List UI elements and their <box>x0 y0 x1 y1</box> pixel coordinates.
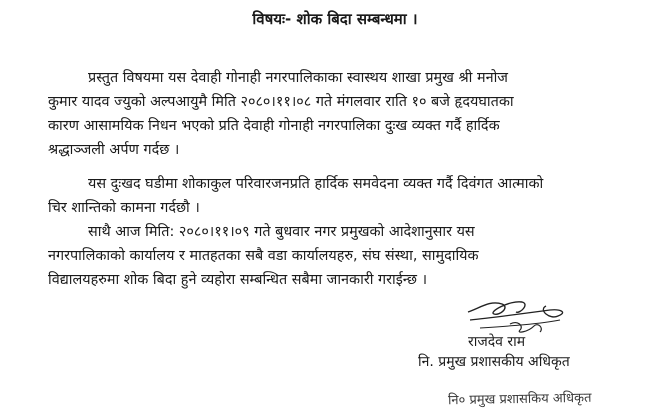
paragraph-line: यस दुःखद घडीमा शोकाकुल परिवारजनप्रति हार्दिक समवेदना व्यक्त गर्दै दिवंगत आत्माको <box>88 176 544 192</box>
signatory-name: राजदेव राम <box>468 334 526 350</box>
paragraph-line: साथै आज मिति: २०८०।११।०९ गते बुधवार नगर प्रमुखको आदेशानुसार यस <box>88 224 475 240</box>
paragraph-line: विद्यालयहरुमा शोक बिदा हुने व्यहोरा सम्बन्धित सबैमा जानकारी गराईन्छ । <box>48 272 428 288</box>
paragraph-line: चिर शान्तिको कामना गर्दछौ । <box>48 200 200 216</box>
paragraph-leave-notice <box>48 220 640 292</box>
subject-heading <box>0 8 670 30</box>
paragraph-line: कारण आसामयिक निधन भएको प्रति देवाही गोनाही नगरपालिका दुःख व्यक्त गर्दै हार्दिक <box>48 118 500 134</box>
signatory-title: नि. प्रमुख प्रशासकीय अधिकृत <box>418 354 570 370</box>
subject-text: विषयः- शोक बिदा सम्बन्धमा । <box>252 10 418 28</box>
paragraph-condolence <box>48 66 640 162</box>
paragraph-line: कुमार यादव ज्युको अल्पआयुमै मिति २०८०।११।०८ गते मंगलवार राति १० बजे हृदयघातका <box>48 94 514 110</box>
official-stamp-text: नि० प्रमुख प्रशासकिय अधिकृत <box>447 390 592 409</box>
paragraph-sympathy <box>48 172 640 220</box>
paragraph-line: नगरपालिकाको कार्यालय र मातहतका सबै वडा कार्यालयहरु, संघ संस्था, सामुदायिक <box>48 248 479 264</box>
paragraph-line: प्रस्तुत विषयमा यस देवाही गोनाही नगरपालिकाका स्वास्थय शाखा प्रमुख श्री मनोज <box>88 70 508 86</box>
paragraph-line: श्रद्धाञ्जली अर्पण गर्दछ । <box>48 142 180 158</box>
